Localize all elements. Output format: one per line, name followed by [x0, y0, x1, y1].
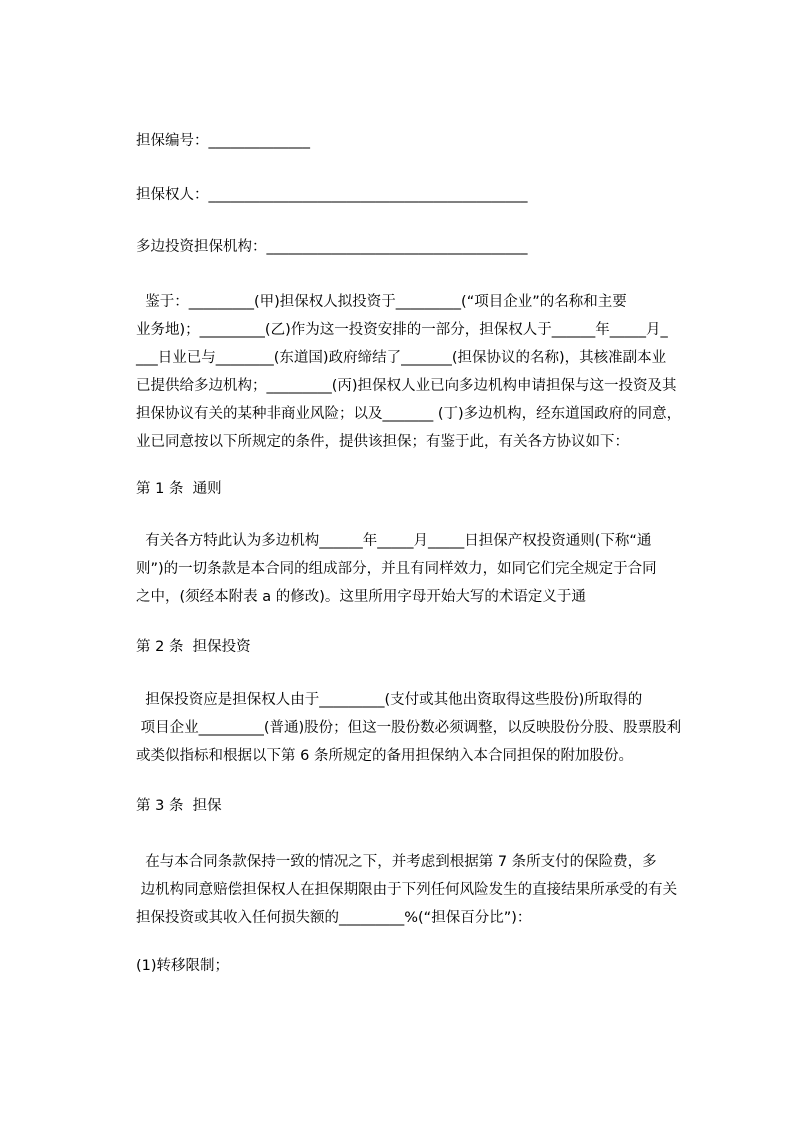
article-1-heading: 第 1 条 通则	[136, 481, 222, 497]
article-3-item-1: (1)转移限制；	[136, 958, 230, 974]
preamble-line: 已提供给多边机构；_________(丙)担保权人业已向多边机构申请担保与这一投资及其	[136, 378, 677, 394]
article-3-line: 边机构同意赔偿担保权人在担保期限由于下列任何风险发生的直接结果所承受的有关	[136, 882, 678, 898]
article-1-line: 有关各方特此认为多边机构______年_____月_____日担保产权投资通则(下称“通	[136, 533, 652, 549]
preamble-line: 业已同意按以下所规定的条件，提供该担保；有鉴于此，有关各方协议如下：	[136, 434, 629, 450]
article-1-paragraph	[136, 527, 706, 611]
article-2-line: 项目企业_________(普通)股份；但这一股份数必须调整，以反映股份分股、股票股利	[136, 720, 682, 736]
article-1-line: 则”)的一切条款是本合同的组成部分，并且有同样效力，如同它们完全规定于合同	[136, 561, 657, 577]
preamble-line: ___日业已与________(东道国)政府缔结了_______(担保协议的名称)，其核准副本业	[136, 350, 667, 366]
preamble-paragraph	[136, 288, 706, 456]
article-3-line: 在与本合同条款保持一致的情况之下，并考虑到根据第 7 条所支付的保险费，多	[136, 854, 657, 870]
article-2-heading: 第 2 条 担保投资	[136, 639, 251, 655]
article-3-heading: 第 3 条 担保	[136, 798, 222, 814]
guarantee-number-line: 担保编号：______________	[136, 133, 310, 149]
guarantee-holder-line: 担保权人：____________________________________________	[136, 187, 528, 203]
preamble-line: 业务地)；_________(乙)作为这一投资安排的一部分，担保权人于______年_____月_	[136, 322, 668, 338]
article-2-paragraph	[136, 686, 706, 770]
article-1-line: 之中，(须经本附表 a 的修改)。这里所用字母开始大写的术语定义于通	[136, 589, 586, 605]
article-3-paragraph	[136, 848, 706, 932]
article-3-line: 担保投资或其收入任何损失额的_________%(“担保百分比”)：	[136, 910, 532, 926]
article-2-line: 或类似指标和根据以下第 6 条所规定的备用担保纳入本合同担保的附加股份。	[136, 748, 633, 764]
article-2-line: 担保投资应是担保权人由于_________(支付或其他出资取得这些股份)所取得的	[136, 692, 643, 708]
preamble-line: 担保协议有关的某种非商业风险；以及_______ (丁)多边机构，经东道国政府的同意，	[136, 406, 682, 422]
preamble-line: 鉴于：_________(甲)担保权人拟投资于_________(“项目企业”的名称和主要	[136, 294, 627, 310]
guarantee-agency-line: 多边投资担保机构：____________________________________	[136, 239, 528, 255]
